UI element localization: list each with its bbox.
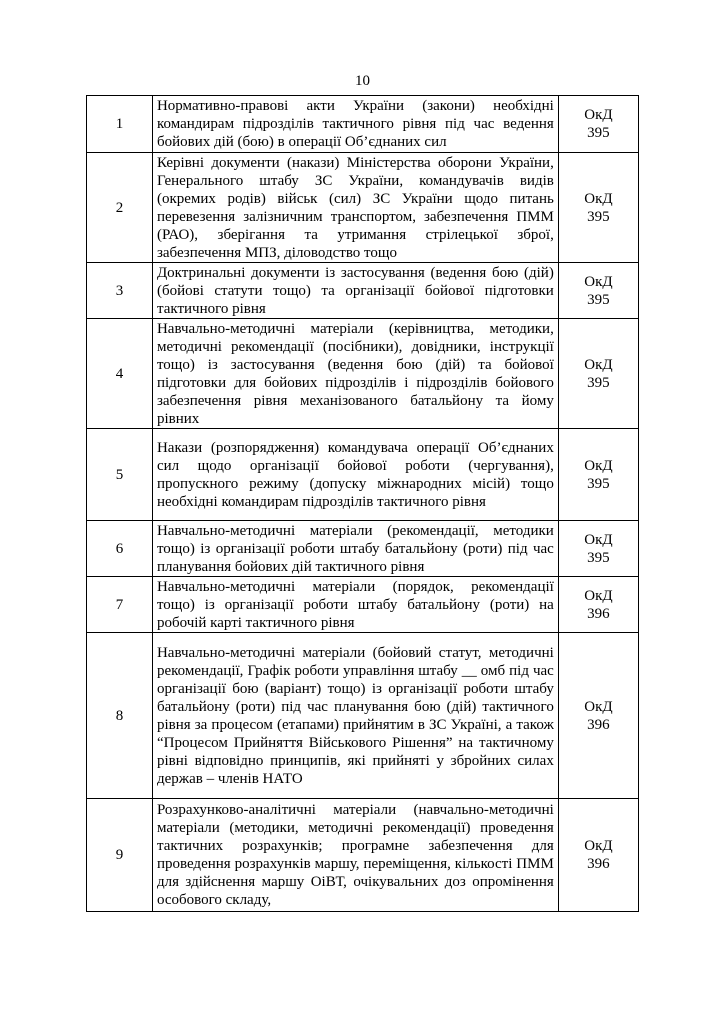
reference-cell [558, 153, 638, 263]
row-number: 1 [87, 96, 153, 153]
reference-page: 396 [587, 605, 610, 622]
reference-cell [558, 96, 638, 153]
reference-code: ОкД [584, 273, 613, 290]
reference-code: ОкД [584, 587, 613, 604]
reference-code: ОкД [584, 107, 613, 123]
reference-cell [558, 429, 638, 521]
table-row [87, 577, 639, 633]
reference-cell [558, 633, 638, 799]
reference-page: 395 [587, 475, 610, 492]
document-description: Навчально-методичні матеріали (порядок, рекомендації тощо) із організації роботи штабу батальйону (роти) на робочій карті тактичного рівня [152, 577, 558, 633]
reference-page: 396 [587, 856, 610, 872]
page-number: 10 [355, 73, 370, 89]
row-number: 6 [87, 521, 153, 577]
reference-cell [558, 521, 638, 577]
table-row [87, 633, 639, 799]
reference-page: 395 [587, 291, 610, 308]
reference-cell [558, 263, 638, 319]
reference-code: ОкД [584, 698, 613, 715]
reference-page: 395 [587, 374, 610, 391]
document-description: Розрахунково-аналітичні матеріали (навчально-методичні матеріали (методики, методичні рекомендації) проведення тактичних розрахунків; програмне забезпечення для проведення розрахунків маршу, переміщення, кількості ПММ для здійснення маршу ОіВТ, очікувальних доз опромінення особового складу, [152, 799, 558, 912]
table-row [87, 799, 639, 912]
row-number: 9 [87, 799, 153, 912]
document-description: Навчально-методичні матеріали (бойовий статут, методичні рекомендації, Графік роботи управління штабу __ омб під час організації бою (варіант) тощо) із організації роботи штабу батальйону (роти) під час планування бою (дій) тактичного рівня за процесом (етапами) прийнятим в ЗС Україні, а також “Процесом Прийняття Військового Рішення” на тактичному рівні відповідно принципів, які прийняті у збройних силах держав – членів НАТО [152, 633, 558, 799]
reference-code: ОкД [584, 190, 613, 207]
document-description: Доктринальні документи із застосування (ведення бою (дій) (бойові статути тощо) та організації бойової підготовки тактичного рівня [152, 263, 558, 319]
document-description: Навчально-методичні матеріали (рекомендації, методики тощо) із організації роботи штабу батальйону (роти) під час планування бойових дій тактичного рівня [152, 521, 558, 577]
reference-page: 395 [587, 549, 610, 566]
reference-cell [558, 799, 638, 912]
reference-page: 395 [587, 125, 610, 141]
row-number: 5 [87, 429, 153, 521]
table-row [87, 319, 639, 429]
table-row [87, 96, 639, 153]
row-number: 8 [87, 633, 153, 799]
reference-code: ОкД [584, 457, 613, 474]
table-row [87, 153, 639, 263]
document-description: Нормативно-правові акти України (закони) необхідні командирам підрозділів тактичного рівня під час ведення бойових дій (бою) в операції Об’єднаних сил [152, 96, 558, 153]
row-number: 3 [87, 263, 153, 319]
reference-code: ОкД [584, 838, 613, 854]
table-row [87, 521, 639, 577]
table-row [87, 263, 639, 319]
reference-code: ОкД [584, 356, 613, 373]
table-row [87, 429, 639, 521]
reference-code: ОкД [584, 531, 613, 548]
reference-cell [558, 319, 638, 429]
document-description: Накази (розпорядження) командувача операції Об’єднаних сил щодо організації бойової роботи (чергування), пропускного режиму (допуску міжнародних місій) тощо необхідні командирам підрозділів тактичного рівня [152, 429, 558, 521]
documents-table [86, 95, 639, 912]
document-description: Керівні документи (накази) Міністерства оборони України, Генерального штабу ЗС України, командувачів видів (окремих родів) військ (сил) ЗС України щодо питань перевезення залізничним транспортом, забезпечення ПММ (РАО), зберігання та утримання стрілецької зброї, забезпечення МПЗ, діловодство тощо [152, 153, 558, 263]
reference-cell [558, 577, 638, 633]
reference-page: 396 [587, 716, 610, 733]
document-description: Навчально-методичні матеріали (керівництва, методики, методичні рекомендації (посібники), довідники, інструкції тощо) із застосування (ведення бою (дій) та бойової підготовки для бойових підрозділів і підрозділів бойового забезпечення рівня механізованого батальйону та йому рівних [152, 319, 558, 429]
row-number: 4 [87, 319, 153, 429]
row-number: 2 [87, 153, 153, 263]
reference-page: 395 [587, 208, 610, 225]
row-number: 7 [87, 577, 153, 633]
